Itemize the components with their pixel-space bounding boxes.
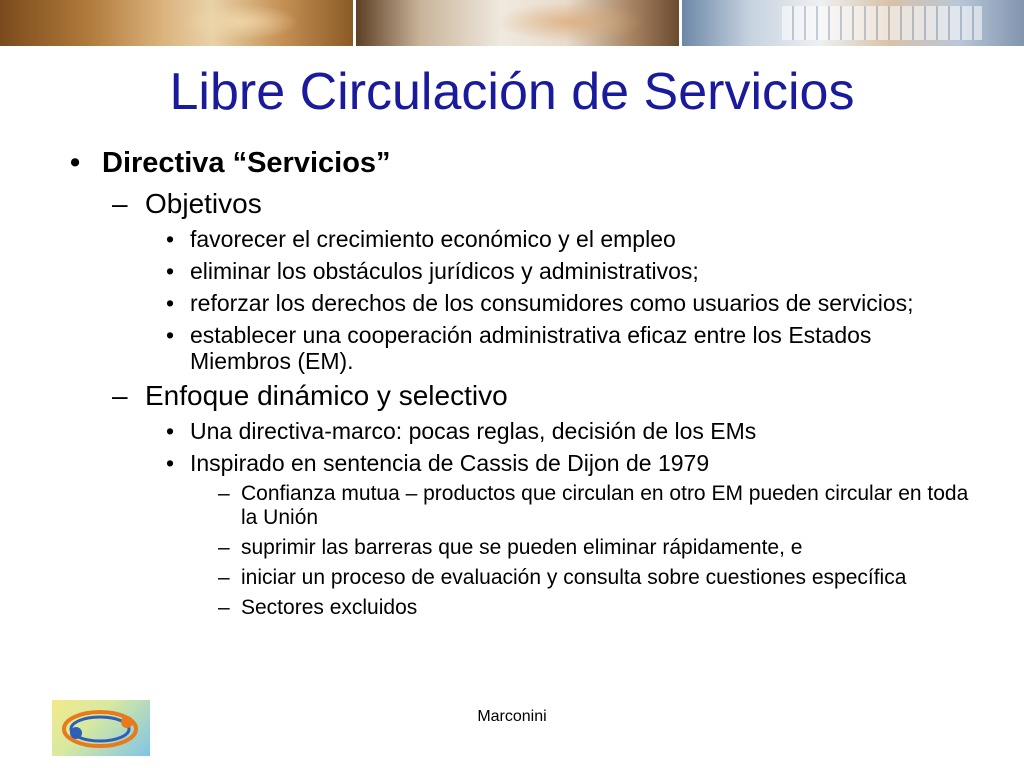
bullet-item — [70, 188, 970, 220]
bullet-marker: • — [166, 418, 175, 444]
bullet-text: Directiva “Servicios” — [102, 147, 391, 179]
slide-title: Libre Circulación de Servicios — [169, 63, 855, 121]
bullet-marker: – — [218, 536, 230, 559]
bullet-text: favorecer el crecimiento económico y el empleo — [190, 226, 676, 252]
bullet-item — [70, 566, 970, 590]
bullet-item — [70, 290, 970, 316]
bullet-marker: • — [166, 258, 175, 284]
bullet-item — [70, 258, 970, 284]
bullet-text: iniciar un proceso de evaluación y consulta sobre cuestiones específica — [241, 566, 907, 589]
bullet-marker: • — [166, 290, 175, 316]
bullet-text: Inspirado en sentencia de Cassis de Dijon de 1979 — [190, 450, 710, 476]
bullet-text: Una directiva-marco: pocas reglas, decisión de los EMs — [190, 418, 757, 444]
bullet-text: reforzar los derechos de los consumidores como usuarios de servicios; — [190, 290, 914, 316]
bullet-item — [70, 380, 970, 412]
bullet-item — [70, 322, 970, 374]
bullet-text: establecer una cooperación administrativa eficaz entre los Estados Miembros (EM). — [190, 322, 872, 374]
bullet-item — [70, 226, 970, 252]
bullet-marker: • — [70, 147, 81, 179]
photo-wheat-hands — [0, 0, 353, 46]
bullet-item — [70, 144, 970, 182]
photo-signing-document — [353, 0, 679, 46]
bullet-marker: • — [166, 450, 175, 476]
bullet-marker: • — [166, 226, 175, 252]
bullet-marker: – — [112, 380, 128, 411]
bullet-item — [70, 450, 970, 476]
bullet-item — [70, 418, 970, 444]
footer-author: Marconini — [477, 708, 547, 725]
bullet-marker: – — [112, 188, 128, 219]
bullet-marker: – — [218, 596, 230, 619]
bullet-item — [70, 596, 970, 620]
bullet-marker: – — [218, 482, 230, 505]
bullet-item — [70, 536, 970, 560]
bullet-list — [70, 144, 970, 620]
bullet-marker: – — [218, 566, 230, 589]
bullet-text: suprimir las barreras que se pueden eliminar rápidamente, e — [241, 536, 803, 559]
bullet-text: Enfoque dinámico y selectivo — [145, 380, 508, 411]
bullet-text: Confianza mutua – productos que circulan en otro EM pueden circular en toda la Unión — [241, 482, 969, 529]
bullet-item — [70, 482, 970, 530]
bullet-marker: • — [166, 322, 175, 348]
bullet-text: Objetivos — [145, 188, 262, 219]
header-photo-banner — [0, 0, 1024, 46]
photo-keyboard-typing — [679, 0, 1024, 46]
bullet-text: eliminar los obstáculos jurídicos y administrativos; — [190, 258, 699, 284]
bullet-text: Sectores excluidos — [241, 596, 418, 619]
